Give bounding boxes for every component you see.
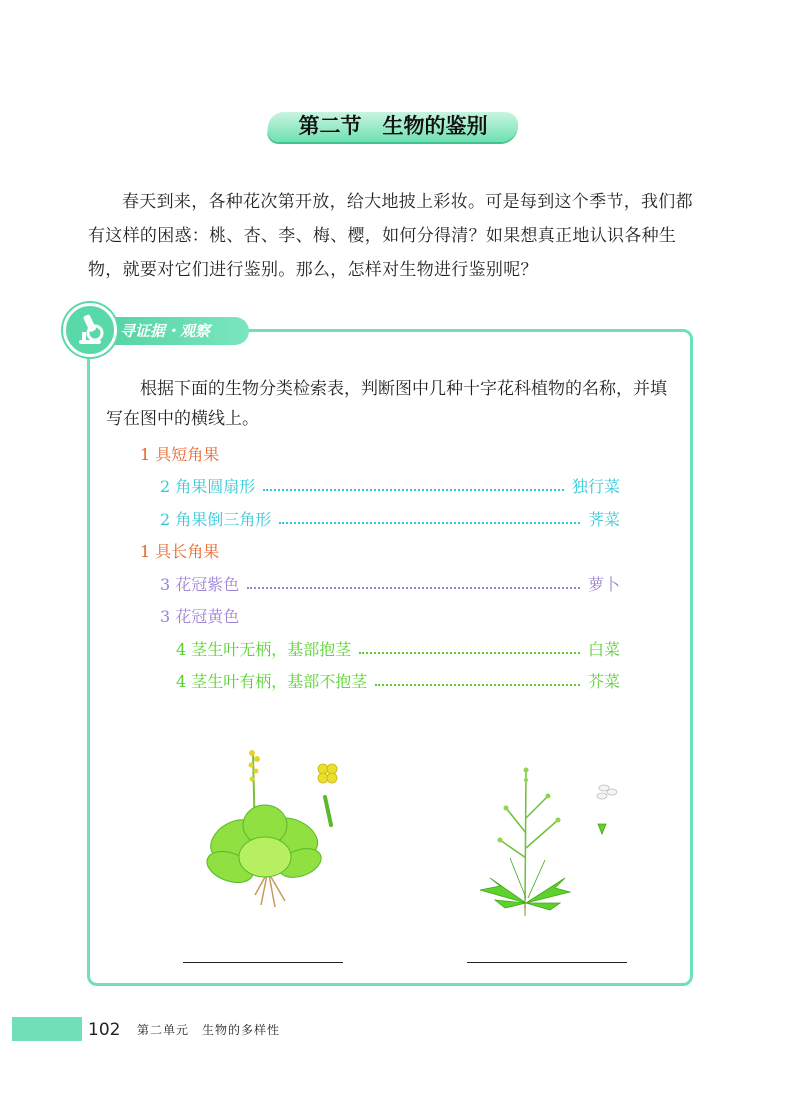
key-row	[140, 539, 219, 565]
key-row-result: 白菜	[587, 640, 620, 659]
microscope-icon	[66, 306, 114, 354]
key-row	[160, 474, 620, 500]
intro-paragraph: 春天到来，各种花次第开放，给大地披上彩妆。可是每到这个季节，我们都有这样的困惑：桃、杏、李、梅、樱，如何分得清？如果想真正地认识各种生物，就要对它们进行鉴别。那么，怎样对生物进行鉴别呢？	[88, 192, 693, 280]
key-row	[160, 572, 620, 598]
key-row-result: 芥菜	[587, 672, 620, 691]
section-title: 第二节 生物的鉴别	[298, 113, 488, 138]
leader-dots	[247, 572, 580, 589]
key-row	[176, 669, 620, 695]
task-paragraph: 根据下面的生物分类检索表，判断图中几种十字花科植物的名称，并填写在图中的横线上。	[106, 379, 667, 429]
chapter-label: 第二单元 生物的多样性	[137, 1023, 281, 1037]
leader-dots	[279, 507, 580, 524]
answer-line-2[interactable]	[467, 962, 627, 963]
key-row-result: 独行菜	[571, 477, 620, 496]
leader-dots	[263, 474, 564, 491]
section-title-banner	[268, 108, 518, 144]
leader-dots	[375, 669, 580, 686]
key-row	[160, 604, 239, 630]
answer-line-1[interactable]	[183, 962, 343, 963]
key-row-text: 3 花冠黄色	[160, 607, 240, 626]
key-row-text: 1 具长角果	[140, 542, 220, 561]
plant-illustration-1	[195, 745, 355, 915]
footer-accent-bar	[12, 1017, 82, 1041]
page-number: 102	[88, 1020, 121, 1040]
key-row-text: 4 茎生叶有柄，基部不抱茎	[176, 672, 368, 691]
key-row-text: 3 花冠紫色	[160, 575, 240, 594]
observation-label: 寻证据・观察	[120, 322, 211, 340]
key-row-text: 2 角果倒三角形	[160, 510, 272, 529]
key-row	[176, 637, 620, 663]
microscope-badge	[63, 303, 117, 357]
key-row-result: 荠菜	[587, 510, 620, 529]
key-row-text: 2 角果圆扇形	[160, 477, 256, 496]
key-row	[140, 442, 219, 468]
key-row	[160, 507, 620, 533]
plant-illustration-2	[470, 758, 630, 918]
leader-dots	[359, 637, 580, 654]
key-row-text: 4 茎生叶无柄，基部抱茎	[176, 640, 352, 659]
key-row-result: 萝卜	[587, 575, 620, 594]
key-row-text: 1 具短角果	[140, 445, 220, 464]
